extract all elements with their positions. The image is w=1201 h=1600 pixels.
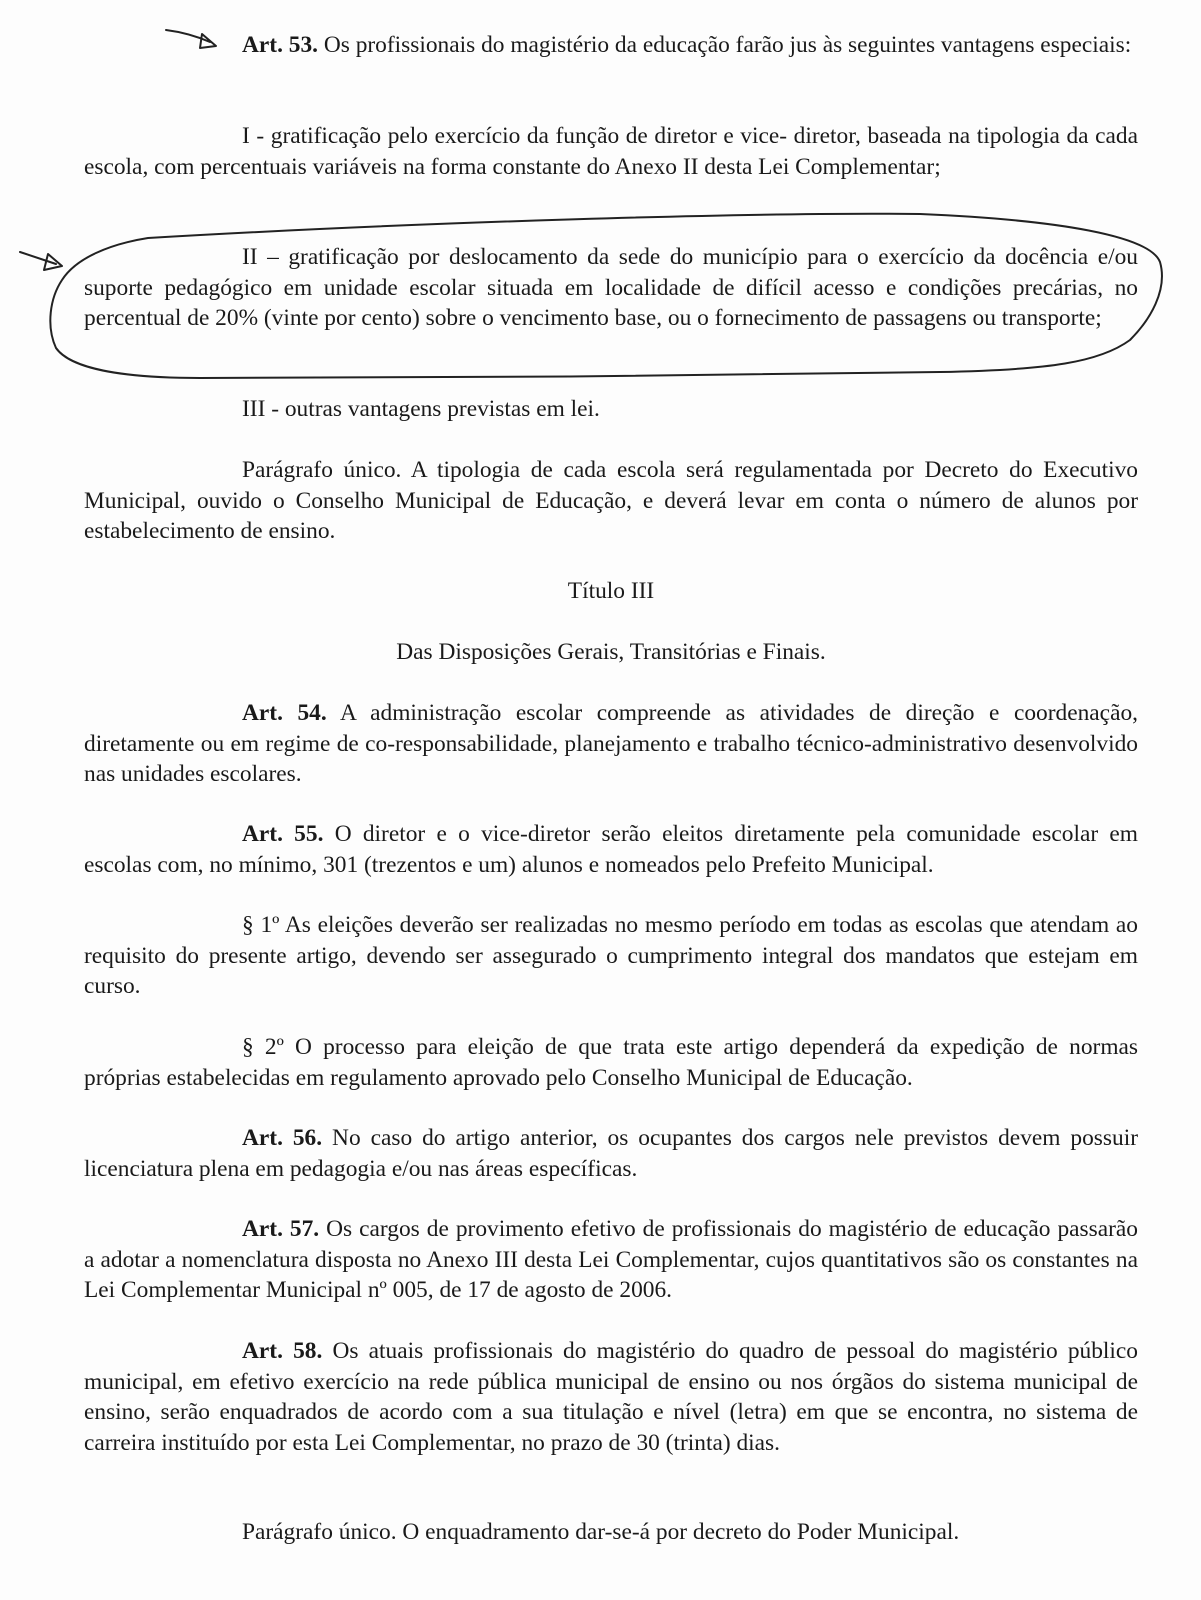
section-title: Título III <box>567 578 655 604</box>
art-55-paragraph-1: § 1º As eleições deverão ser realizadas no mesmo período em todas as escolas que atendam ao requisito do presente artigo, devendo ser assegurado o cumprimento integral dos mandatos que estejam em curso. <box>84 912 1138 1000</box>
art-57-paragraph <box>84 1214 1138 1306</box>
art-54-label: Art. 54. <box>242 700 327 726</box>
art-56-label: Art. 56. <box>242 1125 323 1151</box>
art-54-text: A administração escolar compreende as atividades de direção e coordenação, diretamente ou em regime de co-responsabilidade, planejamento e trabalho técnico-administrativo desenvolvido nas unidades escolares. <box>84 700 1138 788</box>
art-53-paragrafo-unico: Parágrafo único. A tipologia de cada escola será regulamentada por Decreto do Executivo Municipal, ouvido o Conselho Municipal de Educação, e deverá levar em conta o número de alunos por estabelecimento de ensino. <box>84 457 1138 545</box>
art-55-paragraph <box>84 819 1138 880</box>
art-53-text: Os profissionais do magistério da educação farão jus às seguintes vantagens especiais: <box>318 32 1132 58</box>
section-subtitle: Das Disposições Gerais, Transitórias e Finais. <box>396 639 826 665</box>
art-58-paragraph <box>84 1336 1138 1458</box>
art-58-paragrafo-unico: Parágrafo único. O enquadramento dar-se-á por decreto do Poder Municipal. <box>242 1519 960 1545</box>
art-53-paragraph <box>84 30 1138 61</box>
art-58-text: Os atuais profissionais do magistério do quadro de pessoal do magistério público municipal, em efetivo exercício na rede pública municipal de ensino ou nos órgãos do sistema municipal de ensino, serão enquadrados de acordo com a sua titulação e nível (letra) em que se encontra, no sistema de carreira instituído por esta Lei Complementar, no prazo de 30 (trinta) dias. <box>84 1338 1138 1456</box>
art-53-inciso-1: I - gratificação pelo exercício da função de diretor e vice- diretor, baseada na tipologia da cada escola, com percentuais variáveis na forma constante do Anexo II desta Lei Complementar; <box>84 123 1138 180</box>
art-54-paragraph <box>84 698 1138 790</box>
art-57-label: Art. 57. <box>242 1216 320 1242</box>
art-53-inciso-3: III - outras vantagens previstas em lei. <box>242 396 600 422</box>
art-55-label: Art. 55. <box>242 821 324 847</box>
art-55-paragraph-2: § 2º O processo para eleição de que trata este artigo dependerá da expedição de normas próprias estabelecidas em regulamento aprovado pelo Conselho Municipal de Educação. <box>84 1034 1138 1091</box>
art-55-text: O diretor e o vice-diretor serão eleitos diretamente pela comunidade escolar em escolas com, no mínimo, 301 (trezentos e um) alunos e nomeados pelo Prefeito Municipal. <box>84 821 1138 878</box>
art-56-paragraph <box>84 1123 1138 1184</box>
art-53-label: Art. 53. <box>242 32 318 58</box>
art-56-text: No caso do artigo anterior, os ocupantes dos cargos nele previstos devem possuir licenciatura plena em pedagogia e/ou nas áreas específicas. <box>84 1125 1138 1182</box>
arrow-icon <box>20 252 62 270</box>
art-53-inciso-2: II – gratificação por deslocamento da sede do município para o exercício da docência e/ou suporte pedagógico em unidade escolar situada em localidade de difícil acesso e condições precárias, no percentual de 20% (vinte por cento) sobre o vencimento base, ou o fornecimento de passagens ou transporte; <box>84 244 1138 332</box>
art-57-text: Os cargos de provimento efetivo de profissionais do magistério de educação passarão a adotar a nomenclatura disposta no Anexo III desta Lei Complementar, cujos quantitativos são os constantes na Lei Complementar Municipal nº 005, de 17 de agosto de 2006. <box>84 1216 1138 1304</box>
art-58-label: Art. 58. <box>242 1338 323 1364</box>
